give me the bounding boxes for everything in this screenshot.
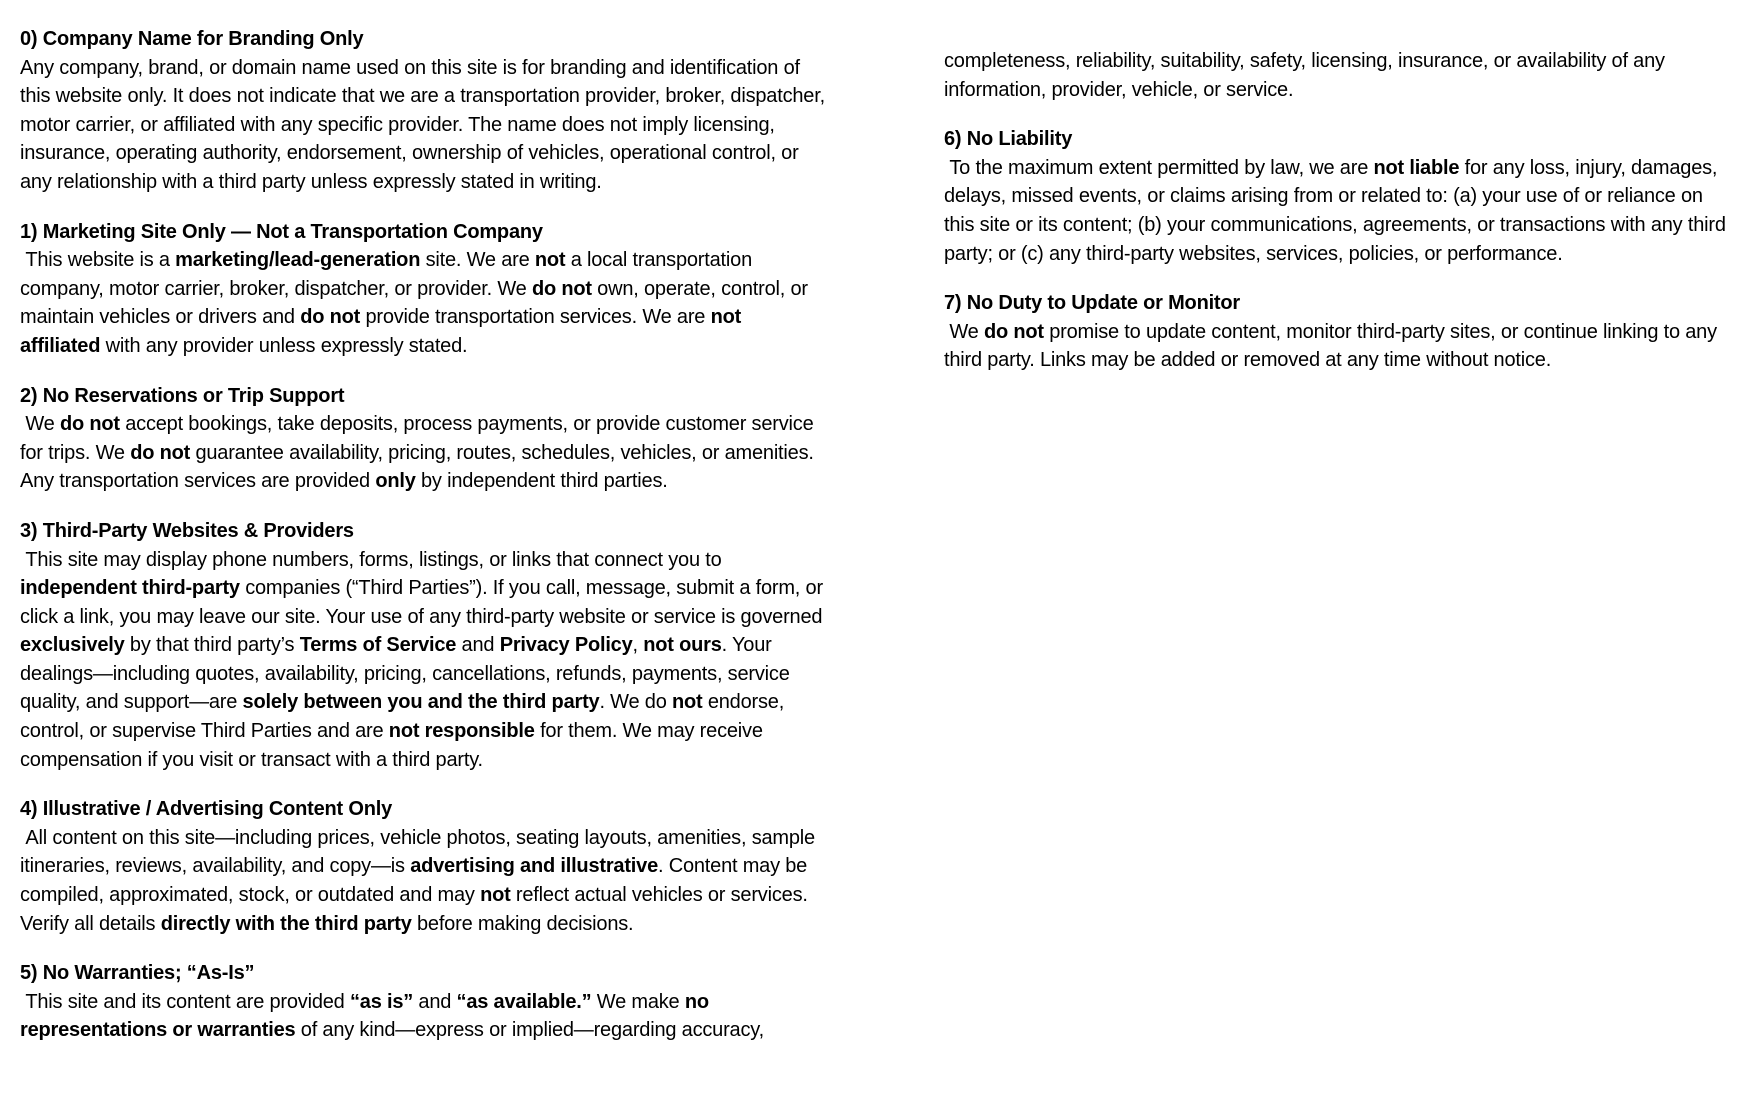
body-text: We <box>20 413 60 436</box>
section-heading: 6) No Liability <box>944 128 1073 151</box>
body-text: for any loss, injury, damages, delays, missed events, or claims arising from or related to: (a) your use of or reliance on this site or its content; (b) your communications, agreements, or transactions with any third party; or (c) any third-party websites, services, policies, or performance. <box>944 156 1732 265</box>
emphasis-text: Privacy Policy <box>499 634 633 657</box>
emphasis-text: only <box>375 470 416 493</box>
emphasis-text: not affiliated <box>20 306 747 357</box>
emphasis-text: not ours <box>643 634 722 657</box>
body-text: and <box>413 990 457 1013</box>
body-text: accept bookings, take deposits, process payments, or provide customer service for trips. We <box>20 413 819 464</box>
body-text: and <box>456 634 500 657</box>
emphasis-text: no representations or warranties <box>20 990 715 1042</box>
disclaimer-section <box>20 795 825 938</box>
section-heading: 2) No Reservations or Trip Support <box>20 384 345 407</box>
emphasis-text: do not <box>59 413 120 436</box>
emphasis-text: do not <box>531 277 592 300</box>
column-left <box>20 0 831 1066</box>
body-text: own, operate, control, or maintain vehicles or drivers and <box>20 277 814 329</box>
disclaimer-section <box>20 959 825 1045</box>
body-text: a local transportation company, motor carrier, broker, dispatcher, or provider. We <box>20 249 758 300</box>
body-text: . Content may be compiled, approximated, stock, or outdated and may <box>20 855 813 907</box>
body-text: completeness, reliability, suitability, safety, licensing, insurance, or availability of any information, provider, vehicle, or service. <box>944 50 1671 101</box>
body-text: site. We are <box>420 249 535 272</box>
disclaimer-section <box>944 125 1734 268</box>
body-text: We <box>944 320 984 343</box>
body-text: This website is a <box>20 249 176 272</box>
body-text: guarantee availability, pricing, routes, schedules, vehicles, or amenities. Any transportation services are provided <box>20 441 819 493</box>
emphasis-text: “as is” <box>349 990 414 1013</box>
body-text: endorse, control, or supervise Third Parties and are <box>20 691 790 743</box>
body-text: for them. We may receive compensation if you visit or transact with a third party. <box>20 720 769 771</box>
section-heading: 3) Third-Party Websites & Providers <box>20 519 354 542</box>
column-right <box>944 0 1734 396</box>
emphasis-text: do not <box>300 306 361 329</box>
body-text: . Your dealings—including quotes, availability, pricing, cancellations, refunds, payments, service quality, and support—are <box>20 634 795 714</box>
disclaimer-section <box>20 382 825 496</box>
body-text: We make <box>591 990 685 1013</box>
body-text: companies (“Third Parties”). If you call, message, submit a form, or click a link, you may leave our site. Your use of any third-party website or service is governed <box>20 577 829 628</box>
body-text: by that third party’s <box>124 634 300 657</box>
emphasis-text: marketing/lead-generation <box>175 249 421 272</box>
body-text: of any kind—express or implied—regarding accuracy, <box>295 1019 764 1042</box>
emphasis-text: “as available.” <box>456 990 592 1013</box>
emphasis-text: not <box>534 249 566 272</box>
body-text: To the maximum extent permitted by law, we are <box>944 156 1374 179</box>
disclaimer-section <box>20 25 831 197</box>
emphasis-text: do not <box>130 441 191 464</box>
section-heading: 5) No Warranties; “As-Is” <box>20 962 255 985</box>
emphasis-text: solely between you and the third party <box>242 691 600 714</box>
emphasis-text: exclusively <box>20 634 125 657</box>
body-text: reflect actual vehicles or services. Verify all details <box>20 884 814 935</box>
section-heading: 1) Marketing Site Only — Not a Transportation Company <box>20 220 543 243</box>
body-text: . We do <box>599 691 672 714</box>
disclaimer-section <box>20 218 825 361</box>
emphasis-text: not liable <box>1373 156 1460 179</box>
section-heading: 7) No Duty to Update or Monitor <box>944 292 1240 315</box>
disclaimer-section <box>20 517 829 774</box>
section-heading: 0) Company Name for Branding Only <box>20 28 364 50</box>
emphasis-text: advertising and illustrative <box>410 855 658 878</box>
body-text: , <box>632 634 644 657</box>
body-text: before making decisions. <box>411 912 634 935</box>
section-heading: 4) Illustrative / Advertising Content Only <box>20 798 393 821</box>
body-text: Any company, brand, or domain name used on this site is for branding and identification of this website only. It does not indicate that we are a transportation provider, broker, dispatcher, motor carrier, or affiliated with any specific provider. The name does not imply licensing, insurance, operating authority, endorsement, ownership of vehicles, operational control, or any relationship with a third party unless expressly stated in writing. <box>20 56 831 193</box>
body-text: provide transportation services. We are <box>360 306 711 329</box>
emphasis-text: not <box>480 884 511 907</box>
body-text: with any provider unless expressly stated. <box>100 334 468 357</box>
body-text: All content on this site—including prices, vehicle photos, seating layouts, amenities, sample itineraries, reviews, availability, and copy—is <box>20 826 821 878</box>
body-text: promise to update content, monitor third-party sites, or continue linking to any third party. Links may be added or removed at any time without notice. <box>944 320 1723 372</box>
emphasis-text: do not <box>983 320 1044 343</box>
emphasis-text: directly with the third party <box>160 912 412 935</box>
body-text: This site and its content are provided <box>20 990 350 1013</box>
body-text: by independent third parties. <box>415 470 668 493</box>
emphasis-text: not <box>671 691 703 714</box>
disclaimer-paragraph-continuation <box>944 47 1734 104</box>
body-text: This site may display phone numbers, forms, listings, or links that connect you to <box>20 548 727 571</box>
disclaimer-section <box>944 289 1734 375</box>
emphasis-text: not responsible <box>388 720 535 743</box>
emphasis-text: Terms of Service <box>299 634 457 657</box>
emphasis-text: independent third-party <box>20 577 240 600</box>
